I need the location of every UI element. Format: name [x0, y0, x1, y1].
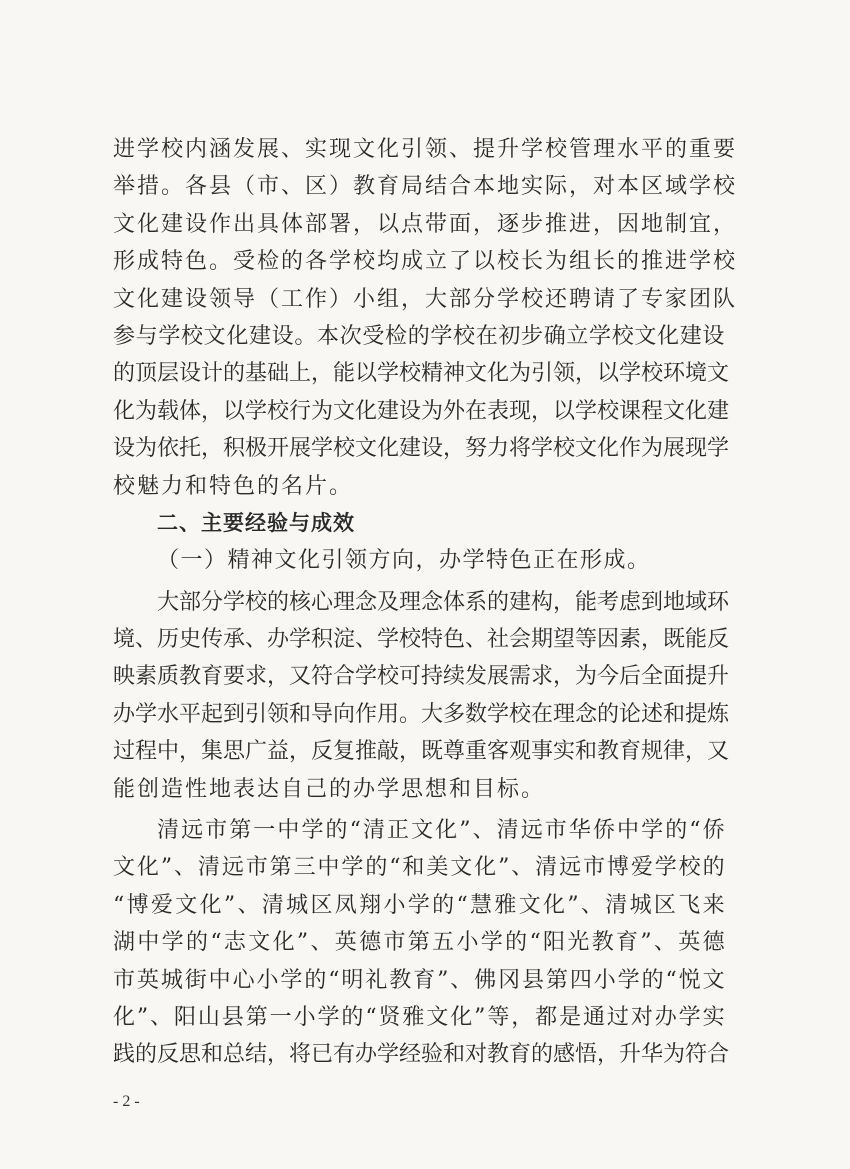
text-line: 境、历史传承、办学积淀、学校特色、社会期望等因素，既能反 [113, 627, 730, 653]
text-line: 进学校内涵发展、实现文化引领、提升学校管理水平的重要 [113, 137, 738, 162]
text-line: 校魅力和特色的名片。 [113, 473, 354, 499]
text-line: 湖中学的“志文化”、英德市第五小学的“阳光教育”、英德 [113, 930, 725, 956]
page-number: - 2 - [113, 1093, 140, 1110]
text-line: 文化建设领导（工作）小组，大部分学校还聘请了专家团队 [113, 286, 738, 312]
text-line: 设为依托，积极开展学校文化建设，努力将学校文化作为展现学 [113, 436, 730, 462]
experience-paragraph [113, 584, 730, 808]
text-line: 大部分学校的核心理念及理念体系的建构，能考虑到地域环 [157, 589, 730, 615]
text-line: 办学水平起到引领和导向作用。大多数学校在理念的论述和提炼 [113, 701, 730, 727]
document-body [113, 131, 738, 1074]
intro-paragraph [113, 131, 738, 505]
text-line: 清远市第一中学的“清正文化”、清远市华侨中学的“侨 [157, 818, 725, 844]
text-line: “博爱文化”、清城区凤翔小学的“慧雅文化”、清城区飞来 [113, 892, 725, 918]
text-line: 过程中，集思广益，反复推敲，既尊重客观事实和教育规律，又 [113, 739, 730, 765]
text-line: 参与学校文化建设。本次受检的学校在初步确立学校文化建设 [113, 323, 725, 349]
text-line: 形成特色。受检的各学校均成立了以校长为组长的推进学校 [113, 249, 738, 275]
text-line: 映素质教育要求，又符合学校可持续发展需求，为今后全面提升 [113, 664, 730, 690]
text-line: 文化建设作出具体部署，以点带面，逐步推进，因地制宜， [113, 211, 738, 237]
text-line: 化为载体，以学校行为文化建设为外在表现，以学校课程文化建 [113, 398, 730, 424]
text-line: 市英城街中心小学的“明礼教育”、佛冈县第四小学的“悦文 [113, 967, 725, 993]
text-line: 文化”、清远市第三中学的“和美文化”、清远市博爱学校的 [113, 855, 725, 881]
text-line: 的顶层设计的基础上，能以学校精神文化为引领，以学校环境文 [113, 361, 730, 387]
text-line: 化”、阳山县第一小学的“贤雅文化”等，都是通过对办学实 [113, 1004, 725, 1030]
examples-paragraph [113, 812, 730, 1074]
text-line: 举措。各县（市、区）教育局结合本地实际，对本区域学校 [113, 174, 738, 200]
text-line: 践的反思和总结，将已有办学经验和对教育的感悟，升华为符合 [113, 1042, 730, 1068]
text-line: 能创造性地表达自己的办学思想和目标。 [113, 776, 546, 802]
subsection-heading: （一）精神文化引领方向，办学特色正在形成。 [157, 548, 651, 574]
section-heading: 二、主要经验与成效 [157, 510, 355, 535]
